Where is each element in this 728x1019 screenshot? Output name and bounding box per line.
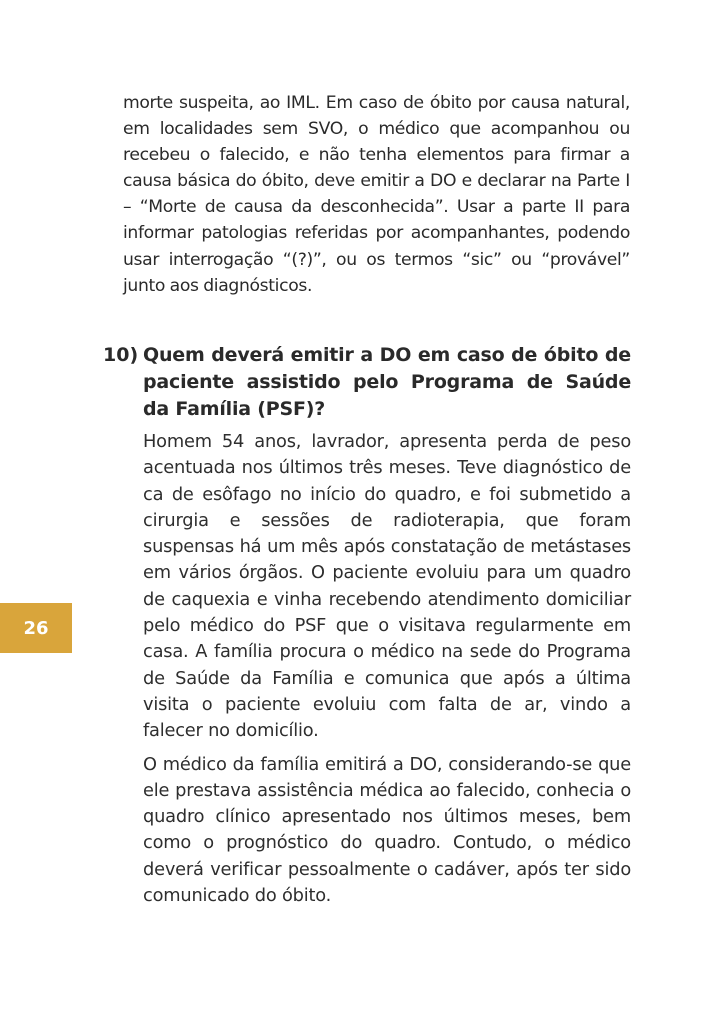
page-number-tab xyxy=(0,603,72,653)
question-10 xyxy=(103,342,631,909)
question-number: 10) xyxy=(103,344,139,366)
question-title: Quem deverá emitir a DO em caso de óbito de paciente assistido pelo Programa de Saúde da Família (PSF)? xyxy=(143,344,631,420)
answer-paragraph: O médico da família emitirá a DO, considerando-se que ele prestava assistência médica ao falecido, conhecia o quadro clínico apresentado nos últimos meses, bem como o prognóstico do quadro. Contudo, o médico deverá verificar pessoalmente o cadáver, após ter sido comunicado do óbito. xyxy=(143,753,631,907)
page-number: 26 xyxy=(23,617,49,639)
question-body xyxy=(143,429,631,909)
continued-paragraph: morte suspeita, ao IML. Em caso de óbito por causa natural, em localidades sem SVO, o médico que acompanhou ou recebeu o falecido, e não tenha elementos para firmar a causa básica do óbito, deve emitir a DO e declarar na Parte I – “Morte de causa da desconhecida”. Usar a parte II para informar patologias referidas por acompanhantes, podendo usar interrogação “(?)”, ou os termos “sic” ou “provável” junto aos diagnósticos. xyxy=(123,93,630,296)
case-description: Homem 54 anos, lavrador, apresenta perda de peso acentuada nos últimos três meses. Teve diagnóstico de ca de esôfago no início do quadro, e foi submetido a cirurgia e sessões de radioterapia, que foram suspensas há um mês após constatação de metástases em vários órgãos. O paciente evoluiu para um quadro de caquexia e vinha recebendo atendimento domiciliar pelo médico do PSF que o visitava regularmente em casa. A família procura o médico na sede do Programa de Saúde da Família e comunica que após a última visita o paciente evoluiu com falta de ar, vindo a falecer no domicílio. xyxy=(143,431,631,742)
